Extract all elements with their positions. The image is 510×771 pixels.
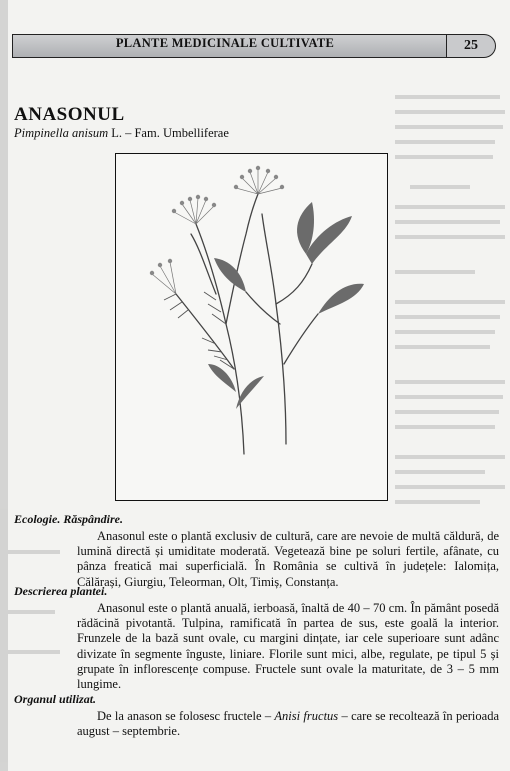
section-text: Anasonul este o plantă exclusiv de cultură, care are nevoie de multă căldură, de lumină directă și umiditate moderată. Vegetează bine pe soluri fertile, afânate, cu pânza freatică mai superficială. În România se cultivă în județele: Ialomița, Călărași, Giurgiu, Teleorman, Olt, Timiș, Constanța. bbox=[77, 529, 499, 589]
plant-name-heading: ANASONUL bbox=[14, 104, 125, 125]
section-used-organ bbox=[14, 692, 499, 739]
latin-name: Pimpinella anisum bbox=[14, 126, 109, 140]
plant-scientific-name bbox=[14, 126, 229, 141]
section-text bbox=[77, 709, 499, 739]
text-after: – care se recoltează în perioada august – septembrie. bbox=[77, 709, 499, 739]
text-before: De la anason se folosesc fructele – bbox=[97, 709, 275, 723]
section-description bbox=[14, 584, 499, 692]
section-heading: Descrierea plantei. bbox=[14, 584, 108, 598]
plant-illustration bbox=[115, 153, 388, 501]
author-family: L. – Fam. Umbelliferae bbox=[111, 126, 229, 140]
section-heading: Ecologie. Răspândire. bbox=[14, 512, 124, 526]
page-number: 25 bbox=[446, 34, 496, 58]
section-heading: Organul utilizat. bbox=[14, 692, 97, 706]
running-header-title: PLANTE MEDICINALE CULTIVATE bbox=[115, 36, 335, 50]
section-text: Anasonul este o plantă anuală, ierboasă, înaltă de 40 – 70 cm. În pământ posedă rădăcină pivotantă. Tulpina, ramificată în partea de sus, este goală la interior. Frunzele de la bază sunt ovale, cu margini dințate, iar cele superioare sunt adânc divizate în segmente înguste, liniare. Florile sunt mici, albe, regulate, pe tipul 5 și grupate în inflorescențe compuse. Fructele sunt ovale la maturitate, de 3 – 5 mm lungime. bbox=[77, 601, 499, 692]
drug-latin-name: Anisi fructus bbox=[274, 709, 339, 723]
anise-plant-drawing bbox=[116, 154, 387, 500]
section-ecology bbox=[14, 512, 499, 590]
